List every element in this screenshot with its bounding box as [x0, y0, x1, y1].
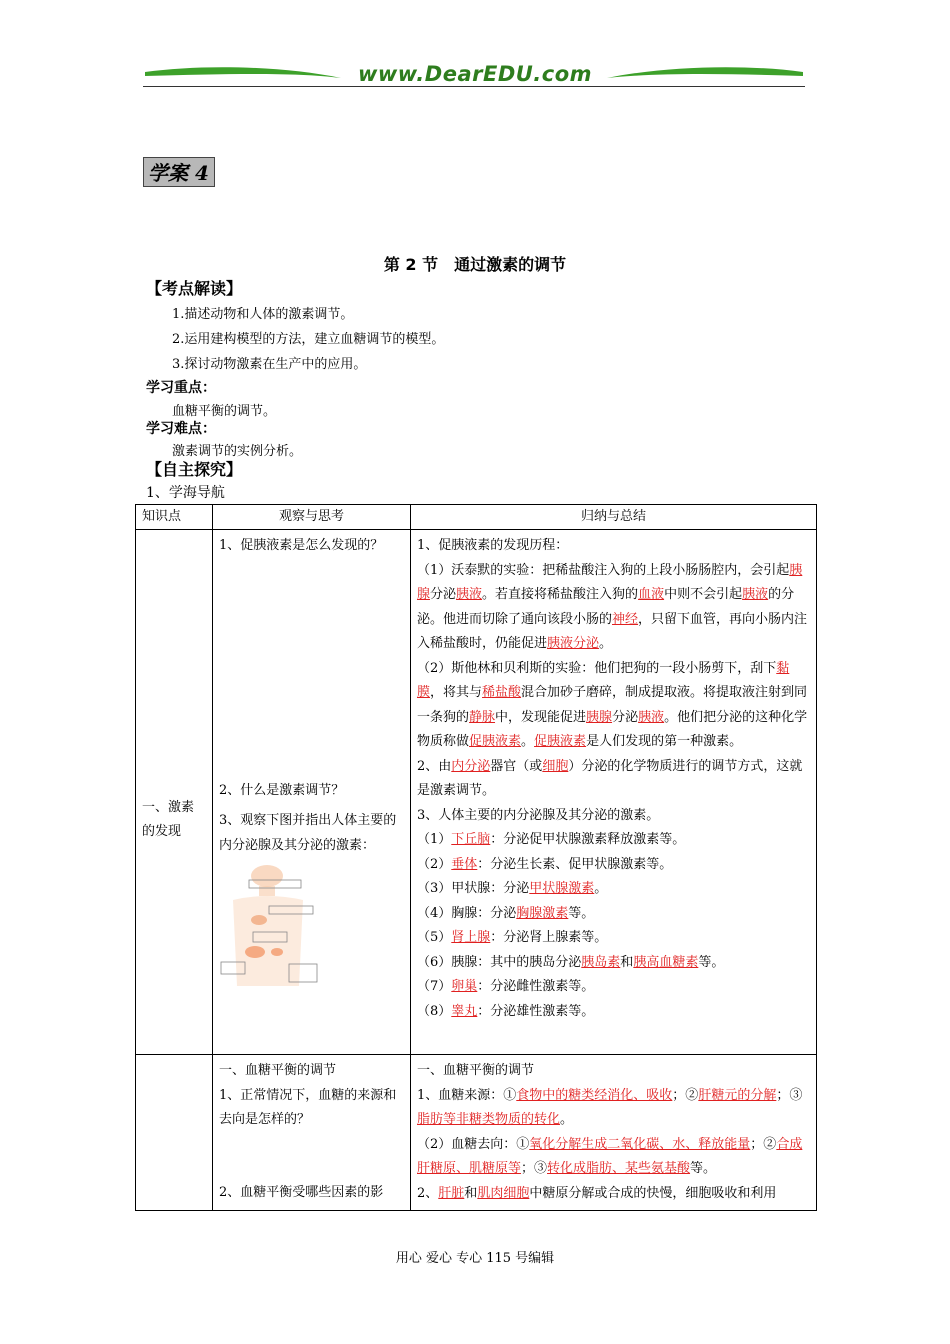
- gland-item: （7）卵巢：分泌雌性激素等。: [417, 979, 595, 994]
- kaodian-heading: 【考点解读】: [146, 279, 243, 298]
- answer: 细胞: [542, 758, 569, 774]
- answer: 脂肪等非糖类物质的转化: [417, 1112, 561, 1127]
- summary-title: 一、血糖平衡的调节: [417, 1063, 535, 1078]
- answer: 氧化分解生成二氧化碳、水、释放能量: [529, 1136, 751, 1152]
- question-cell: [213, 530, 411, 1055]
- summary-para-1: 1、血糖来源：①食物中的糖类经消化、吸收；②肝糖元的分解；③脂肪等非糖类物质的转化。: [417, 1087, 803, 1127]
- nandian-heading: 学习难点：: [146, 421, 216, 437]
- section-title: 第 2 节 通过激素的调节: [383, 255, 567, 274]
- answer: 肝糖元的分解: [698, 1087, 777, 1103]
- summary-cell: [411, 530, 817, 1055]
- summary-cell: [411, 1055, 817, 1211]
- answer: 睾丸: [451, 1003, 478, 1019]
- page-footer: 用心 爱心 专心 115 号编辑: [395, 1251, 555, 1266]
- site-brand: www.DearEDU.com: [357, 62, 593, 86]
- gland-item: （6）胰腺：其中的胰岛分泌胰岛素和胰高血糖素等。: [417, 954, 725, 970]
- zizhu-heading: 【自主探究】: [146, 460, 243, 479]
- gland-item: （3）甲状腺：分泌甲状腺激素。: [417, 881, 608, 896]
- summary-title: 1、促胰液素的发现历程：: [417, 538, 569, 553]
- answer: 甲状腺激素: [529, 881, 595, 896]
- question-cell: [213, 1055, 411, 1211]
- answer: 卵巢: [451, 979, 478, 994]
- answer: 稀盐酸: [482, 685, 522, 700]
- gland-item: （4）胸腺：分泌胸腺激素等。: [417, 905, 595, 921]
- zizhu-sub: 1、学海导航: [146, 485, 225, 501]
- topic-cell: [136, 1055, 213, 1211]
- question: 2、血糖平衡受哪些因素的影: [219, 1184, 384, 1200]
- answer: 神经: [612, 611, 639, 627]
- case-label: 学案 4: [143, 157, 215, 187]
- summary-para-2: （2）斯他林和贝利斯的实验：他们把狗的一段小肠剪下，刮下黏膜，将其与稀盐酸混合加砂子磨碎，制成提取液。将提取液注射到同一条狗的静脉中，发现能促进胰腺分泌胰液。他们把分泌的这种化学物质称做促胰液素。促胰液素是人们发现的第一种激素。: [417, 660, 808, 749]
- table-header: 观察与思考: [213, 505, 411, 530]
- question: 3、观察下图并指出人体主要的内分泌腺及其分泌的激素：: [219, 813, 397, 853]
- nandian-text: 激素调节的实例分析。: [172, 444, 303, 459]
- answer: 胰液: [742, 587, 769, 602]
- endocrine-figure: [219, 862, 319, 990]
- answer: 内分泌: [451, 758, 491, 774]
- kaodian-item: 1.描述动物和人体的激素调节。: [172, 307, 354, 322]
- answer: 转化成脂肪、某些氨基酸: [547, 1161, 691, 1176]
- topic-cell: 一、激素的发现: [136, 530, 213, 1055]
- answer: 胰腺: [586, 709, 613, 725]
- answer: 下丘脑: [451, 832, 491, 847]
- answer: 胰液: [638, 709, 665, 725]
- summary-para-3: 2、肝脏和肌肉细胞中糖原分解或合成的快慢，细胞吸收和利用: [417, 1185, 777, 1201]
- answer: 垂体: [451, 856, 478, 872]
- question: 1、正常情况下，血糖的来源和去向是怎样的？: [219, 1087, 397, 1127]
- summary-para-1: （1）沃泰默的实验：把稀盐酸注入狗的上段小肠肠腔内，会引起胰腺分泌胰液。若直接将稀盐酸注入狗的血液中则不会引起胰液的分泌。他进而切除了通向该段小肠的神经，只留下血管，再向小肠内注入稀盐酸时，仍能促进胰液分泌。: [417, 562, 808, 651]
- answer: 血液: [638, 587, 665, 602]
- answer: 促胰液素: [469, 734, 522, 749]
- answer: 胰腺: [417, 562, 803, 602]
- study-table: [135, 504, 817, 1211]
- banner-leaf-right-icon: [605, 64, 805, 84]
- zhongdian-text: 血糖平衡的调节。: [172, 404, 277, 419]
- answer: 胰液: [456, 587, 483, 602]
- answer: 黏膜: [417, 660, 790, 700]
- answer: 胸腺激素: [516, 905, 569, 921]
- question-title: 一、血糖平衡的调节: [219, 1063, 337, 1078]
- answer: 食物中的糖类经消化、吸收: [516, 1087, 673, 1103]
- gland-item: （2）垂体：分泌生长素、促甲状腺激素等。: [417, 856, 673, 872]
- kaodian-item: 2.运用建构模型的方法，建立血糖调节的模型。: [172, 332, 445, 347]
- banner-leaf-left-icon: [143, 64, 343, 84]
- answer: 胰岛素: [581, 954, 621, 970]
- summary-para-2: （2）血糖去向：①氧化分解生成二氧化碳、水、释放能量；②合成肝糖原、肌糖原等；③转化成脂肪、某些氨基酸等。: [417, 1136, 803, 1176]
- table-header: 归纳与总结: [411, 505, 817, 530]
- gland-item: （5）肾上腺：分泌肾上腺素等。: [417, 930, 608, 945]
- answer: 胰液分泌: [547, 636, 600, 651]
- banner-rule: [143, 86, 805, 87]
- answer: 胰高血糖素: [633, 954, 699, 970]
- answer: 肝脏: [438, 1185, 465, 1201]
- answer: 合成肝糖原、肌糖原等: [417, 1136, 803, 1176]
- gland-item: （1）下丘脑：分泌促甲状腺激素释放激素等。: [417, 832, 686, 847]
- summary-para-4: 3、人体主要的内分泌腺及其分泌的激素。: [417, 807, 660, 823]
- table-row: [136, 530, 817, 1055]
- question: 2、什么是激素调节？: [219, 782, 345, 798]
- table-row: [136, 1055, 817, 1211]
- zhongdian-heading: 学习重点：: [146, 380, 216, 396]
- answer: 促胰液素: [534, 734, 587, 749]
- gland-item: （8）睾丸：分泌雄性激素等。: [417, 1003, 595, 1019]
- summary-para-3: 2、由内分泌器官（或细胞）分泌的化学物质进行的调节方式，这就是激素调节。: [417, 758, 803, 798]
- answer: 肌肉细胞: [477, 1185, 530, 1201]
- answer: 静脉: [469, 709, 496, 725]
- answer: 肾上腺: [451, 930, 491, 945]
- table-header-row: [136, 505, 817, 530]
- table-header: 知识点: [136, 505, 213, 530]
- kaodian-item: 3.探讨动物激素在生产中的应用。: [172, 357, 367, 372]
- question: 1、促胰液素是怎么发现的？: [219, 538, 384, 553]
